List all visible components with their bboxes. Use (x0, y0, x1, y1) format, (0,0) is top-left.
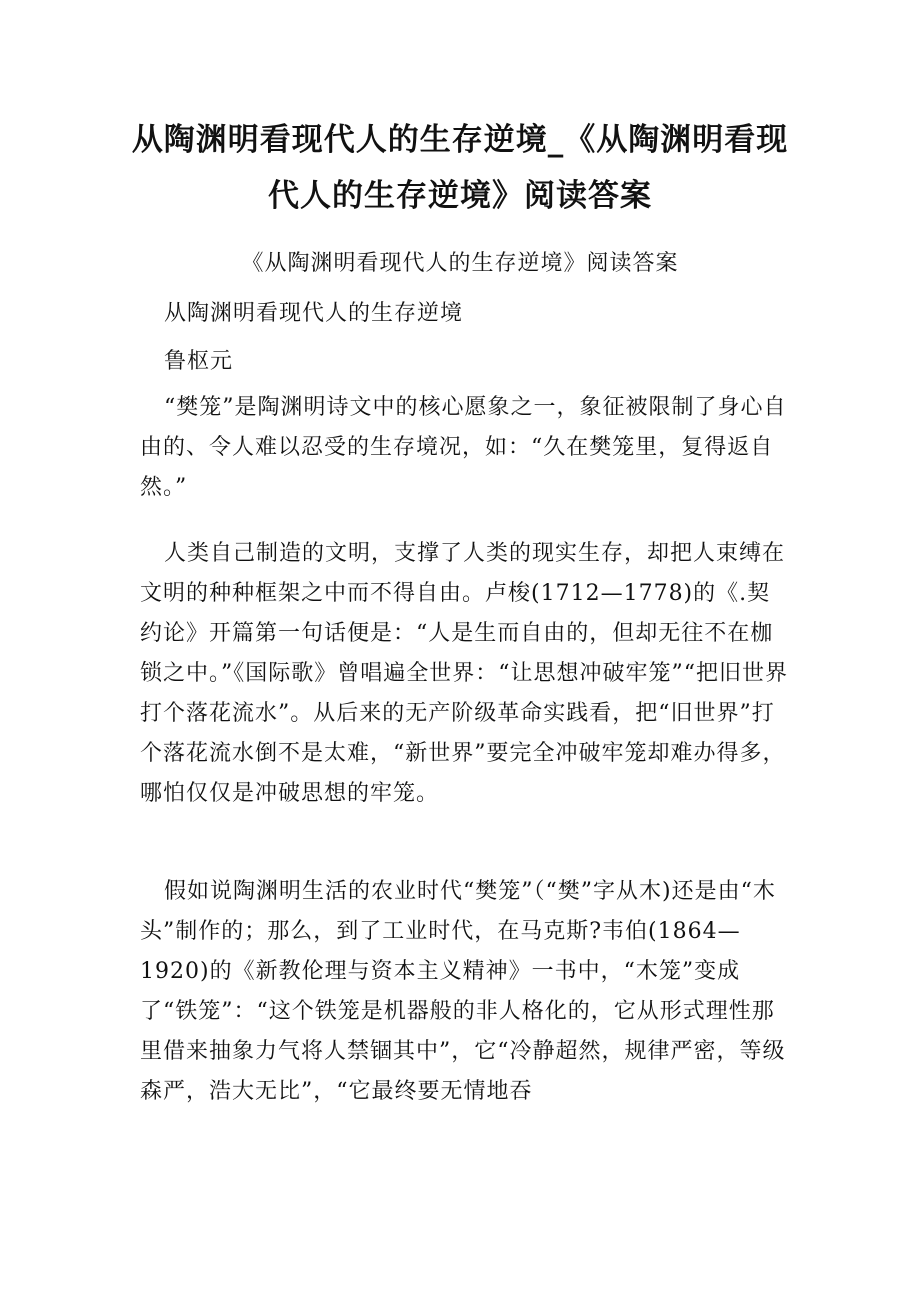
paragraph: 假如说陶渊明生活的农业时代“樊笼”（“樊”字从木)还是由“木头”制作的；那么，到了工业时代，在马克斯?韦伯(1864—1920)的《新教伦理与资本主义精神》一书中，“木笼”变成了“铁笼”：“这个铁笼是机器般的非人格化的，它从形式理性那里借来抽象力气将人禁锢其中”，它“冷静超然，规律严密，等级森严，浩大无比”，“它最终要无情地吞 (140, 879, 786, 1104)
document-title: 从陶渊明看现代人的生存逆境_《从陶渊明看现代人的生存逆境》阅读答案 (131, 122, 789, 214)
paragraph: 人类自己制造的文明，支撑了人类的现实生存，却把人束缚在文明的种种框架之中而不得自由。卢梭(1712—1778)的《.契约论》开篇第一句话便是：“人是生而自由的，但却无往不在枷锁之中。”《国际歌》曾唱遍全世界：“让思想冲破牢笼”“把旧世界打个落花流水”。从后来的无产阶级革命实践看，把“旧世界”打个落花流水倒不是太难，“新世界”要完全冲破牢笼却难办得多，哪怕仅仅是冲破思想的牢笼。 (140, 541, 788, 806)
document-subtitle: 《从陶渊明看现代人的生存逆境》阅读答案 (241, 251, 679, 276)
paragraph: “樊笼”是陶渊明诗文中的核心愿象之一，象征被限制了身心自由的、令人难以忍受的生存境况，如：“久在樊笼里，复得返自然。” (140, 395, 787, 500)
author-name: 鲁枢元 (164, 349, 234, 374)
article-title: 从陶渊明看现代人的生存逆境 (164, 301, 464, 326)
